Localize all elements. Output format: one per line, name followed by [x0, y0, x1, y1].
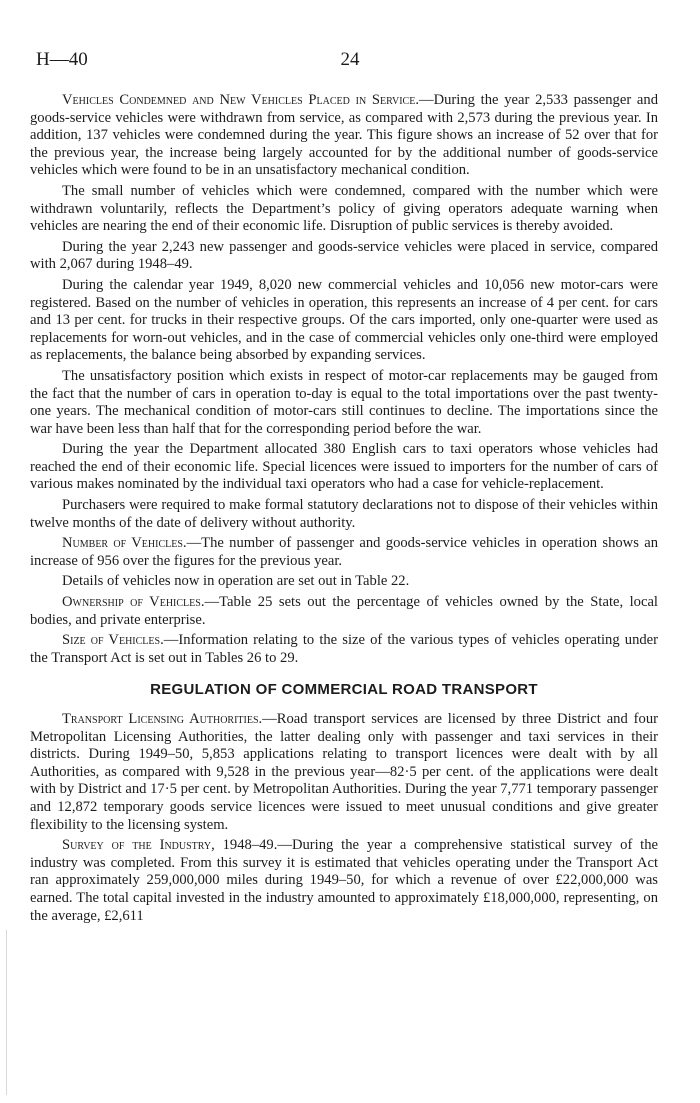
document-body: [30, 92, 658, 928]
paragraph-text: The small number of vehicles which were condemned, compared with the number which were withdrawn voluntarily, reflects the Department’s policy of giving operators adequate warning when vehicles are nearing the end of their economic life. Disruption of public services is thereby avoided.: [30, 182, 658, 235]
paragraph-text: —During the year 2,533 passenger and goods-service vehicles were withdrawn from service, as compared with 2,573 during the previous year. In addition, 137 vehicles were condemned during the year. This figure shows an increase of 52 over that for the previous year, the increase being largely accounted for by the additional number of goods-service vehicles which were found to be in an unsatisfactory mechanical condition.: [30, 92, 659, 179]
page-header: [36, 49, 664, 73]
paragraph-text: During the year the Department allocated 380 English cars to taxi operators whose vehicles had reached the end of their economic life. Special licences were issued to importers for the number of cars of various makes nominated by the individual taxi operators who had a case for vehicle-replacement.: [30, 441, 658, 493]
paragraph-heading: Ownership of Vehicles.: [62, 594, 205, 611]
paragraph-licensing-authorities: [30, 711, 658, 834]
paragraph-text: —Road transport services are licensed by three District and four Metropolitan Licensing Authorities, the latter dealing only with passenger and taxi services in their districts. During 1949–50, 5,853 applications relating to transport licences were dealt with by all Authorities, as compared with 9,528 in the previous year—82·5 per cent. of the applications were dealt with by District and 17·5 per cent. by Metropolitan Authorities. During the year 7,771 temporary passenger and 12,872 temporary goods service licences were issued to meet unusual conditions and give greater flexibility to the licensing system.: [30, 711, 658, 833]
scan-edge-line: [6, 930, 7, 1095]
paragraph-heading: Size of Vehicles.: [62, 632, 164, 649]
paragraph-text: Details of vehicles now in operation are set out in Table 22.: [62, 573, 410, 590]
paragraph-heading: Survey of the Industry, 1948–49.: [62, 837, 278, 854]
paragraph-vehicles-condemned: [30, 92, 658, 180]
paragraph-placed-in-service: [30, 239, 658, 274]
document-reference: H—40: [36, 49, 88, 70]
paragraph-replacements: [30, 368, 658, 438]
paragraph-number-of-vehicles: [30, 535, 658, 570]
paragraph-table-22: [30, 573, 658, 591]
paragraph-text: —During the year a comprehensive statistical survey of the industry was completed. From this survey it is estimated that vehicles operating under the Transport Act ran approximately 259,000,000 miles during 1949–50, for which a revenue of over £22,000,000 was earned. The total capital invested in the industry amounted to approximately £18,000,000, representing, on the average, £2,611: [30, 837, 658, 924]
paragraph-registrations-1949: [30, 277, 658, 365]
paragraph-text: —The number of passenger and goods-service vehicles in operation shows an increase of 956 over the figures for the previous year.: [30, 535, 658, 569]
paragraph-text: The unsatisfactory position which exists in respect of motor-car replacements may be gauged from the fact that the number of cars in operation to-day is equal to the total importations over the past twenty-one years. The mechanical condition of motor-cars still continues to decline. The importations since the war have been less than half that for the corresponding period before the war.: [30, 367, 658, 437]
paragraph-heading: Transport Licensing Authorities.: [62, 711, 263, 727]
paragraph-size: [30, 632, 658, 667]
paragraph-text: During the year 2,243 new passenger and goods-service vehicles were placed in service, compared with 2,067 during 1948–49.: [30, 238, 658, 273]
paragraph-heading: Vehicles Condemned and New Vehicles Placed in Service.: [62, 92, 419, 108]
paragraph-ownership: [30, 594, 658, 629]
paragraph-heading: Number of Vehicles.: [62, 535, 187, 552]
paragraph-text: During the calendar year 1949, 8,020 new commercial vehicles and 10,056 new motor-cars were registered. Based on the number of vehicles in operation, this represents an increase of 4 per cent. for cars and 13 per cent. for trucks in their respective groups. Of the cars imported, only one-quarter were used as replacements for worn-out vehicles, and in the case of commercial vehicles only one-third were employed as replacements, the balance being absorbed by expanding services.: [30, 276, 658, 364]
paragraph-condemned-policy: [30, 183, 658, 236]
section-heading: REGULATION OF COMMERCIAL ROAD TRANSPORT: [150, 681, 538, 699]
paragraph-text: —Information relating to the size of the various types of vehicles operating under the Transport Act is set out in Tables 26 to 29.: [30, 632, 658, 666]
paragraph-taxi-allocation: [30, 441, 658, 494]
paragraph-text: Purchasers were required to make formal statutory declarations not to dispose of their vehicles within twelve months of the date of delivery without authority.: [30, 497, 658, 531]
paragraph-declarations: [30, 497, 658, 532]
paragraph-industry-survey: [30, 837, 658, 925]
paragraph-text: —Table 25 sets out the percentage of vehicles owned by the State, local bodies, and private enterprise.: [30, 594, 658, 628]
page-number: 24: [340, 49, 360, 70]
